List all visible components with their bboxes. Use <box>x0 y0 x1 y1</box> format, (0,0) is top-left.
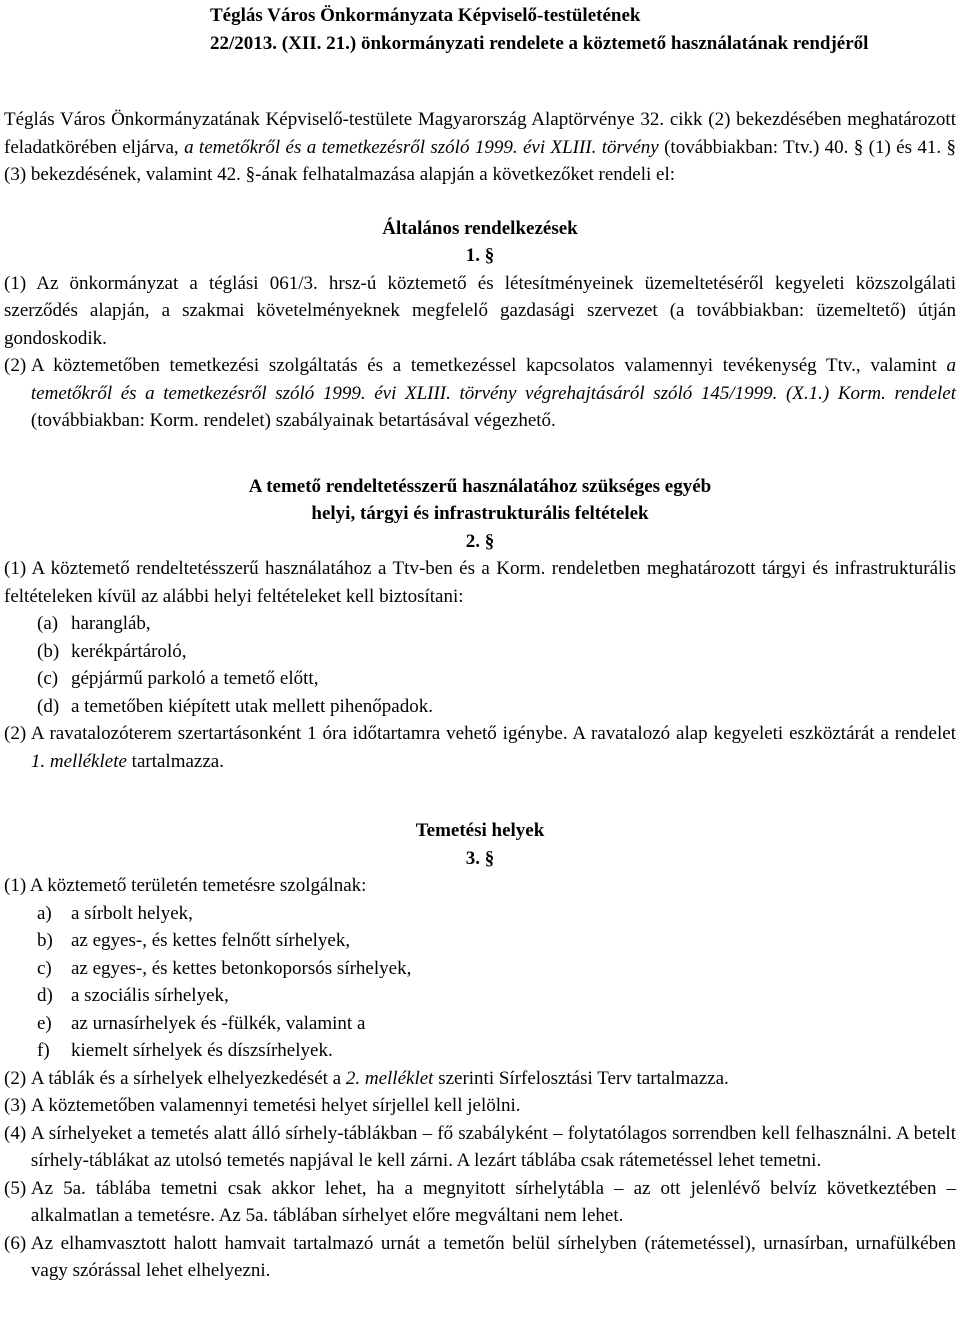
list-item-label: c) <box>37 957 52 979</box>
section-3-paragraph-5 <box>4 1175 956 1230</box>
paragraph-text-part: (továbbiakban: Korm. rendelet) szabályainak betartásával végezhető. <box>30 410 556 431</box>
paragraph-text-part: tartalmazza. <box>126 750 224 772</box>
section-2-paragraph-1: (1) A köztemető rendeltetésszerű használatához a Ttv-ben és a Korm. rendeletben meghatározott tárgyi és infrastrukturális feltételeken kívül az alábbi helyi feltételeket kell biztosítani: <box>4 558 956 607</box>
list-item-text: a temetőben kiépített utak mellett pihenőpadok. <box>71 695 433 717</box>
paragraph-text: A köztemetőben valamennyi temetési helyet sírjellel kell jelölni. <box>30 1095 521 1116</box>
list-item-text: kerékpártároló, <box>71 640 187 662</box>
list-item-text: az egyes-, és kettes felnőtt sírhelyek, <box>71 930 351 951</box>
list-item <box>37 1010 960 1038</box>
paragraph-text: A sírhelyeket a temetés alatt álló sírhely-táblákban – fő szabályként – folytatólagos sorrendben kell felhasználni. A betelt sírhely-táblákat az utolsó temetés napjával le kell zárni. A lezárt táblába csak rátemetéssel lehet temetni. <box>30 1122 956 1171</box>
section-3-paragraph-1: (1) A köztemető területén temetésre szolgálnak: <box>4 875 367 896</box>
paragraph-text-part: A ravatalozóterem szertartásonként 1 óra időtartamra vehető igénybe. A ravatalozó alap kegyeleti eszköztárát a rendelet <box>30 723 956 744</box>
list-item <box>37 927 960 955</box>
section-3-heading: Temetési helyek <box>415 820 545 841</box>
section-1-heading: Általános rendelkezések <box>382 217 578 239</box>
list-item <box>37 610 960 638</box>
paragraph-text <box>31 1065 956 1093</box>
document-title-line-2: 22/2013. (XII. 21.) önkormányzati rendelete a köztemető használatának rendjéről <box>210 33 869 54</box>
paragraph-text <box>31 352 956 435</box>
paragraph-text: Az 5a. táblába temetni csak akkor lehet, ha a megnyitott sírhelytábla – az ott jelenlévő belvíz következtében – alkalmatlan a temetésre. Az 5a. táblában sírhelyet előre megváltani nem lehet. <box>30 1177 956 1226</box>
section-1-paragraph-2 <box>4 352 956 435</box>
section-1-number: 1. § <box>465 245 495 266</box>
paragraph-number: (2) <box>4 723 31 744</box>
paragraph-number: (5) <box>4 1177 31 1199</box>
paragraph-number: (2) <box>4 1067 31 1089</box>
list-item-label: (d) <box>37 695 60 717</box>
document-page <box>0 2 960 1343</box>
paragraph-text <box>31 720 956 775</box>
section-2-number: 2. § <box>465 530 495 552</box>
preamble <box>4 106 956 189</box>
list-item-label: d) <box>37 985 53 1006</box>
section-2-heading-line-1: A temető rendeltetésszerű használatához szükséges egyéb <box>248 475 712 497</box>
section-3-number: 3. § <box>465 847 495 869</box>
list-item-label: a) <box>37 902 52 924</box>
section-3-list <box>4 900 960 1065</box>
preamble-text: Téglás Város Önkormányzatának Képviselő-testülete Magyarország Alaptörvénye 32. cikk (2) bekezdésében meghatározott feladatkörében eljárva, <box>4 109 956 158</box>
section-3-paragraph-6 <box>4 1230 956 1285</box>
decree-reference: a temetőkről és a temetkezésről szóló 1999. évi XLIII. törvény végrehajtásáról szóló 145/1999. (X.1.) Korm. rendelet <box>30 355 956 404</box>
section-3-paragraph-4 <box>4 1120 956 1175</box>
list-item <box>37 693 960 721</box>
list-item-text: harangláb, <box>71 613 151 634</box>
list-item-text: az egyes-, és kettes betonkoporsós sírhelyek, <box>71 957 412 979</box>
list-item <box>37 665 960 693</box>
preamble-text-rest: (továbbiakban: Ttv.) 40. § (1) és 41. § (3) bekezdésének, valamint 42. §-ának felhatalmazása alapján a következőket rendeli el: <box>4 136 957 185</box>
list-item <box>37 900 960 928</box>
paragraph-text-part: A táblák és a sírhelyek elhelyezkedését a <box>30 1067 346 1089</box>
paragraph-number: (2) <box>4 355 31 376</box>
preamble-law-reference: a temetőkről és a temetkezésről szóló 1999. évi XLIII. törvény <box>184 136 659 158</box>
list-item-label: e) <box>37 1012 52 1034</box>
paragraph-text-part: A köztemetőben temetkezési szolgáltatás és a temetkezéssel kapcsolatos valamennyi tevékenység Ttv., valamint <box>30 355 947 376</box>
paragraph-number: (3) <box>4 1095 31 1116</box>
section-3-paragraph-3 <box>4 1092 956 1120</box>
list-item-label: (c) <box>37 668 59 689</box>
list-item <box>37 1037 960 1065</box>
list-item-text: kiemelt sírhelyek és díszsírhelyek. <box>71 1040 333 1061</box>
section-3-paragraph-2 <box>4 1065 956 1093</box>
section-2-paragraph-2 <box>4 720 956 775</box>
list-item-text: a sírbolt helyek, <box>71 902 193 924</box>
list-item <box>37 955 960 983</box>
document-title-line-1: Téglás Város Önkormányzata Képviselő-testületének <box>210 5 641 26</box>
section-2-list <box>4 610 960 720</box>
list-item-label: (a) <box>37 613 59 634</box>
list-item-label: (b) <box>37 640 60 662</box>
paragraph-text-part: szerinti Sírfelosztási Terv tartalmazza. <box>433 1067 729 1089</box>
list-item-text: az urnasírhelyek és -fülkék, valamint a <box>71 1012 366 1034</box>
list-item-text: gépjármű parkoló a temető előtt, <box>71 668 319 689</box>
paragraph-number: (4) <box>4 1122 31 1144</box>
list-item <box>37 638 960 666</box>
list-item <box>37 982 960 1010</box>
list-item-text: a szociális sírhelyek, <box>71 985 229 1006</box>
section-1-paragraph-1: (1) Az önkormányzat a téglási 061/3. hrsz-ú köztemető és létesítményeinek üzemeltetéséről kegyeleti közszolgálati szerződés alapján, a szakmai követelményeknek megfelelő gazdasági szervezet (a továbbiakban: üzemeltető) útján gondoskodik. <box>4 272 956 349</box>
section-2-heading-line-2: helyi, tárgyi és infrastrukturális feltételek <box>311 503 649 524</box>
paragraph-text: Az elhamvasztott halott hamvait tartalmazó urnát a temetőn belül sírhelyben (rátemetéssel), urnasírban, urnafülkében vagy szórással lehet elhelyezni. <box>30 1232 956 1281</box>
list-item-label: b) <box>37 930 53 951</box>
annex-reference: 1. melléklete <box>30 750 127 772</box>
list-item-label: f) <box>37 1040 50 1061</box>
annex-reference: 2. melléklet <box>345 1067 434 1089</box>
paragraph-number: (6) <box>4 1232 31 1254</box>
